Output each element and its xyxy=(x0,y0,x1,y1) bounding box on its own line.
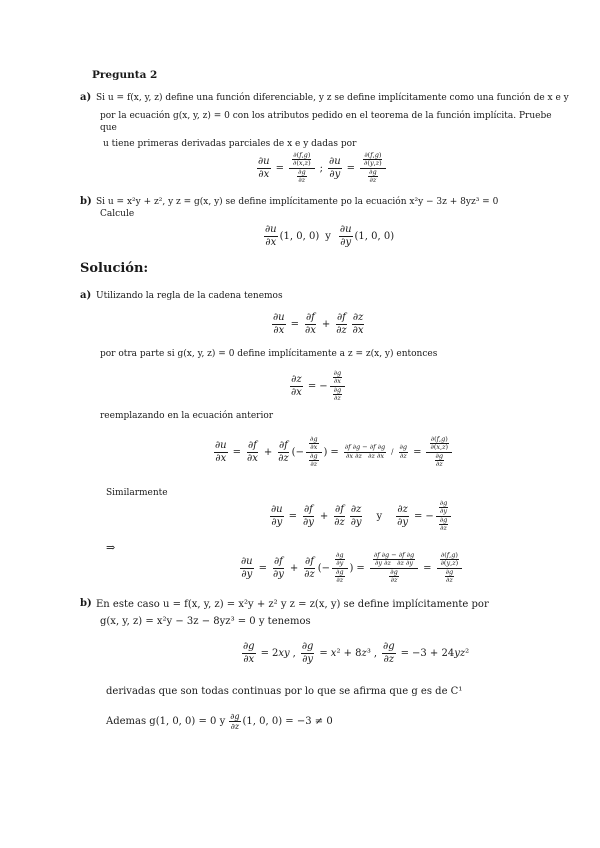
solution-a-line1: Utilizando la regla de la cadena tenemos xyxy=(96,291,283,301)
du-dy-and-dz-dy-equation: $\frac{\partial u}{\partial y}$ = $\frac{\partial f}{\partial y}$ + $\frac{\partial f}{\partial z}$ $\frac{\partial z}{\partial y}$ y $\frac{\partial z}{\partial y}$ = − $\frac{\frac{\partial g}{\partial y}}{\frac{\partial g}{\partial z}}$ xyxy=(268,500,453,533)
question-a-label: a) xyxy=(80,92,92,103)
substituted-du-dy-equation: $\frac{\partial u}{\partial y}$ = $\frac{\partial f}{\partial y}$ + $\frac{\partial f}{\partial z}$ (− $\frac{\frac{\partial g}{\partial y}}{\frac{\partial g}{\partial z}}$ ) = $\frac{\frac{\partial f \partial g - \partial f \partial g}{\partial y \partial z \partial z \partial y}}{\frac{\partial g}{\partial z}}$ = $\frac{\frac{\partial(f,g)}{\partial(y,z)}}{\frac{\partial g}{\partial z}}$ xyxy=(238,552,464,585)
question-title: Pregunta 2 xyxy=(92,69,158,81)
solution-b-line3: derivadas que son todas continuas por lo que se afirma que g es de C¹ xyxy=(106,686,463,697)
implicit-dz-dx-equation: $\frac{\partial z}{\partial x}$ = − $\frac{\frac{\partial g}{\partial x}}{\frac{\partial g}{\partial z}}$ xyxy=(288,370,347,403)
solution-b-line2: g(x, y, z) = x²y − 3z − 8yz³ = 0 y tenemos xyxy=(100,616,311,627)
solution-heading: Solución: xyxy=(80,261,149,276)
solution-a-line3: reemplazando en la ecuación anterior xyxy=(100,411,274,421)
solution-b-line4-pre: Ademas g(1, 0, 0) = 0 y xyxy=(106,716,226,728)
substituted-du-dx-equation: $\frac{\partial u}{\partial x}$ = $\frac{\partial f}{\partial x}$ + $\frac{\partial f}{\partial z}$ (− $\frac{\frac{\partial g}{\partial x}}{\frac{\partial g}{\partial z}}$ ) = $\frac{\partial f \partial g - \partial f \partial g}{\partial x \partial z \partial z \partial x}$ / $\frac{\partial g}{\partial z}$ = $\frac{\frac{\partial(f,g)}{\partial(x,z)}}{\frac{\partial g}{\partial z}}$ xyxy=(212,436,454,469)
solution-b-line4: Ademas g(1, 0, 0) = 0 y $\frac{\partial g}{\partial z}$ (1, 0, 0) = −3 ≠ 0 xyxy=(106,712,333,732)
question-b-label: b) xyxy=(80,196,92,207)
question-a-line4: u tiene primeras derivadas parciales de x e y dadas por xyxy=(103,139,357,149)
question-a-line3: que xyxy=(100,123,117,133)
solution-b-line4-post: (1, 0, 0) = −3 ≠ 0 xyxy=(242,716,333,728)
solution-a-line4: Similarmente xyxy=(106,488,168,498)
conjunction-y: y xyxy=(376,510,383,522)
chain-rule-equation: $\frac{\partial u}{\partial x}$ = $\frac{\partial f}{\partial x}$ + $\frac{\partial f}{\partial z}$ $\frac{\partial z}{\partial x}$ xyxy=(273,312,364,336)
question-b-equation: $\frac{\partial u}{\partial x}$ (1, 0, 0) y $\frac{\partial u}{\partial y}$ (1, 0, 0) xyxy=(265,224,395,248)
partials-of-g-equation: $\frac{\partial g}{\partial x}$ = 2xy , $\frac{\partial g}{\partial y}$ = x² + 8z³ , $\frac{\partial g}{\partial z}$ = −3 + 24yz² xyxy=(243,641,470,665)
solution-b-label: b) xyxy=(80,598,92,609)
solution-b-line1: En este caso u = f(x, y, z) = x²y + z² y z = z(x, y) se define implícitamente por xyxy=(96,599,489,610)
solution-a-line2: por otra parte si g(x, y, z) = 0 define implícitamente a z = z(x, y) entonces xyxy=(100,349,438,359)
question-b-line1: Si u = x²y + z², y z = g(x, y) se define implícitamente po la ecuación x²y − 3z + 8yz³ = 0 xyxy=(96,197,499,207)
question-a-equation: $\frac{\partial u}{\partial x}$ = $\frac{\frac{\partial(f,g)}{\partial(x,z)}}{\frac{\partial g}{\partial z}}$ ; $\frac{\partial u}{\partial y}$ = $\frac{\frac{\partial(f,g)}{\partial(y,z)}}{\frac{\partial g}{\partial z}}$ xyxy=(255,152,388,185)
question-a-line2: por la ecuación g(x, y, z) = 0 con los atributos pedido en el teorema de la función implícita. Pruebe xyxy=(100,111,552,121)
implies-symbol: ⇒ xyxy=(106,541,116,554)
question-a-line1: Si u = f(x, y, z) define una función diferenciable, y z se define implícitamente como una función de x e y xyxy=(96,93,569,103)
solution-a-label: a) xyxy=(80,290,92,301)
question-b-line2: Calcule xyxy=(100,209,135,219)
